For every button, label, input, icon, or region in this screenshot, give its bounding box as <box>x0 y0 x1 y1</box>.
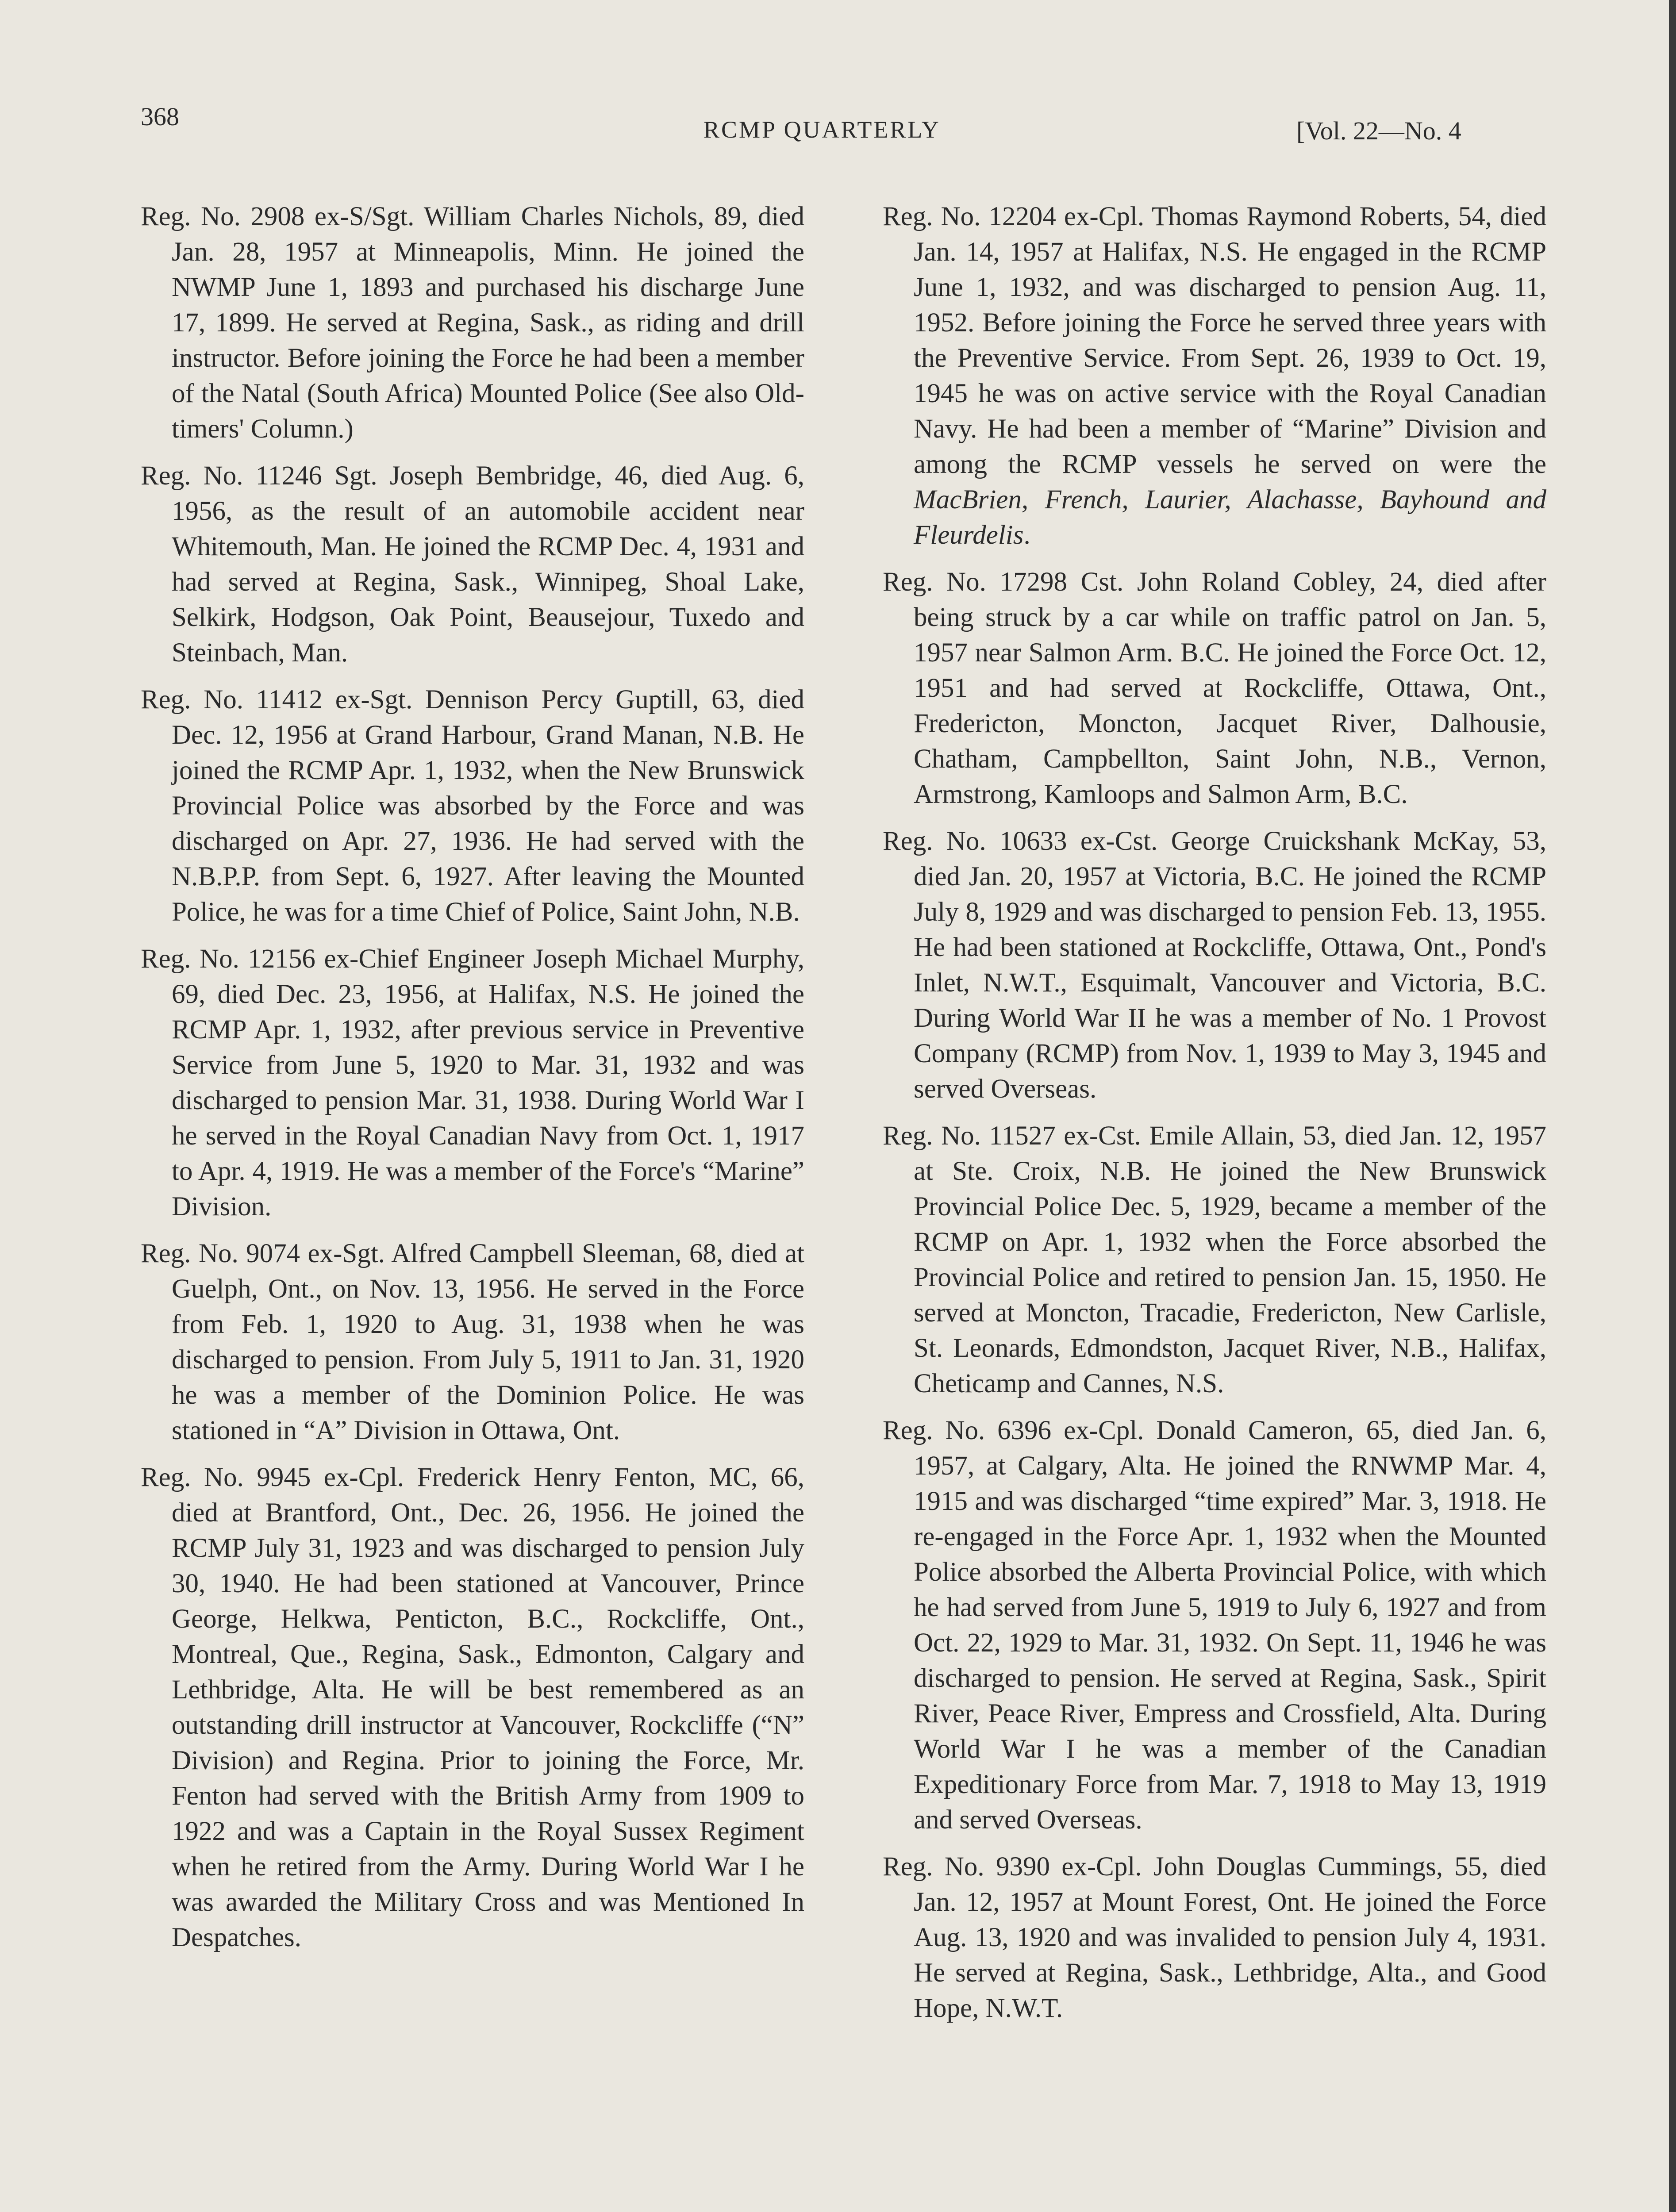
page-number: 368 <box>141 102 179 131</box>
obituary-entry: Reg. No. 6396 ex-Cpl. Donald Cameron, 65, died Jan. 6, 1957, at Calgary, Alta. He joined the RNWMP Mar. 4, 1915 and was discharged “time expired” Mar. 3, 1918. He re-engaged in the Force Apr. 1, 1932 when the Mounted Police absorbed the Alberta Provincial Police, with which he had served from June 5, 1919 to July 6, 1927 and from Oct. 22, 1929 to Mar. 31, 1932. On Sept. 11, 1946 he was discharged to pension. He served at Regina, Sask., Spirit River, Peace River, Empress and Crossfield, Alta. During World War I he was a member of the Canadian Expeditionary Force from Mar. 7, 1918 to May 13, 1919 and served Overseas. <box>883 1416 1546 1835</box>
obituary-entry: Reg. No. 11527 ex-Cst. Emile Allain, 53, died Jan. 12, 1957 at Ste. Croix, N.B. He joined the New Brunswick Provincial Police Dec. 5, 1929, became a member of the RCMP on Apr. 1, 1932 when the Force absorbed the Provincial Police and retired to pension Jan. 15, 1950. He served at Moncton, Tracadie, Fredericton, New Carlisle, St. Leonards, Edmondston, Jacquet River, N.B., Halifax, Cheticamp and Cannes, N.S. <box>883 1121 1546 1398</box>
left-column <box>141 199 804 1967</box>
obituary-entry: Reg. No. 12156 ex-Chief Engineer Joseph Michael Murphy, 69, died Dec. 23, 1956, at Halifax, N.S. He joined the RCMP Apr. 1, 1932, after previous service in Preventive Service from June 5, 1920 to Mar. 31, 1932 and was discharged to pension Mar. 31, 1938. During World War I he served in the Royal Canadian Navy from Oct. 1, 1917 to Apr. 4, 1919. He was a member of the Force's “Marine” Division. <box>141 944 804 1221</box>
obituary-entry: Reg. No. 9390 ex-Cpl. John Douglas Cummings, 55, died Jan. 12, 1957 at Mount Forest, Ont. He joined the Force Aug. 13, 1920 and was invalided to pension July 4, 1931. He served at Regina, Sask., Lethbridge, Alta., and Good Hope, N.W.T. <box>883 1852 1546 2023</box>
obituary-entry: Reg. No. 2908 ex-S/Sgt. William Charles Nichols, 89, died Jan. 28, 1957 at Minneapolis, Minn. He joined the NWMP June 1, 1893 and purchased his discharge June 17, 1899. He served at Regina, Sask., as riding and drill instructor. Before joining the Force he had been a member of the Natal (South Africa) Mounted Police (See also Old-timers' Column.) <box>141 202 804 444</box>
obituary-entry: Reg. No. 17298 Cst. John Roland Cobley, 24, died after being struck by a car while on traffic patrol on Jan. 5, 1957 near Salmon Arm. B.C. He joined the Force Oct. 12, 1951 and had served at Rockcliffe, Ottawa, Ont., Fredericton, Moncton, Jacquet River, Dalhousie, Chatham, Campbellton, Saint John, N.B., Vernon, Armstrong, Kamloops and Salmon Arm, B.C. <box>883 567 1546 809</box>
volume-label: [Vol. 22—No. 4 <box>1296 116 1461 145</box>
entry-end: . <box>1023 520 1030 550</box>
obituary-entry: Reg. No. 10633 ex-Cst. George Cruickshank McKay, 53, died Jan. 20, 1957 at Victoria, B.C. He joined the RCMP July 8, 1929 and was discharged to pension Feb. 13, 1955. He had been stationed at Rockcliffe, Ottawa, Ont., Pond's Inlet, N.W.T., Esquimalt, Vancouver and Victoria, B.C. During World War II he was a member of No. 1 Provost Company (RCMP) from Nov. 1, 1939 to May 3, 1945 and served Overseas. <box>883 826 1546 1104</box>
page-edge-shadow <box>1669 0 1676 2212</box>
running-title: RCMP QUARTERLY <box>703 116 941 143</box>
ship-names: MacBrien, French, Laurier, Alachasse, Bayhound and Fleurdelis <box>914 485 1546 550</box>
entry-text: Reg. No. 12204 ex-Cpl. Thomas Raymond Roberts, 54, died Jan. 14, 1957 at Halifax, N.S. He engaged in the RCMP June 1, 1932, and was discharged to pension Aug. 11, 1952. Before joining the Force he served three years with the Preventive Service. From Sept. 26, 1939 to Oct. 19, 1945 he was on active service with the Royal Canadian Navy. He had been a member of “Marine” Division and among the RCMP vessels he served on were the <box>883 202 1546 479</box>
obituary-entry <box>883 199 1546 553</box>
right-column <box>883 199 1546 2038</box>
obituary-entry: Reg. No. 9945 ex-Cpl. Frederick Henry Fenton, MC, 66, died at Brantford, Ont., Dec. 26, 1956. He joined the RCMP July 31, 1923 and was discharged to pension July 30, 1940. He had been stationed at Vancouver, Prince George, Helkwa, Penticton, B.C., Rockcliffe, Ont., Montreal, Que., Regina, Sask., Edmonton, Calgary and Lethbridge, Alta. He will be best remembered as an outstanding drill instructor at Vancouver, Rockcliffe (“N” Division) and Regina. Prior to joining the Force, Mr. Fenton had served with the British Army from 1909 to 1922 and was a Captain in the Royal Sussex Regiment when he retired from the Army. During World War I he was awarded the Military Cross and was Mentioned In Despatches. <box>141 1463 804 1952</box>
obituary-entry: Reg. No. 11246 Sgt. Joseph Bembridge, 46, died Aug. 6, 1956, as the result of an automobile accident near Whitemouth, Man. He joined the RCMP Dec. 4, 1931 and had served at Regina, Sask., Winnipeg, Shoal Lake, Selkirk, Hodgson, Oak Point, Beausejour, Tuxedo and Steinbach, Man. <box>141 461 804 668</box>
obituary-entry: Reg. No. 9074 ex-Sgt. Alfred Campbell Sleeman, 68, died at Guelph, Ont., on Nov. 13, 1956. He served in the Force from Feb. 1, 1920 to Aug. 31, 1938 when he was discharged to pension. From July 5, 1911 to Jan. 31, 1920 he was a member of the Dominion Police. He was stationed in “A” Division in Ottawa, Ont. <box>141 1239 804 1445</box>
obituary-entry: Reg. No. 11412 ex-Sgt. Dennison Percy Guptill, 63, died Dec. 12, 1956 at Grand Harbour, Grand Manan, N.B. He joined the RCMP Apr. 1, 1932, when the New Brunswick Provincial Police was absorbed by the Force and was discharged on Apr. 27, 1936. He had served with the N.B.P.P. from Sept. 6, 1927. After leaving the Mounted Police, he was for a time Chief of Police, Saint John, N.B. <box>141 685 804 927</box>
